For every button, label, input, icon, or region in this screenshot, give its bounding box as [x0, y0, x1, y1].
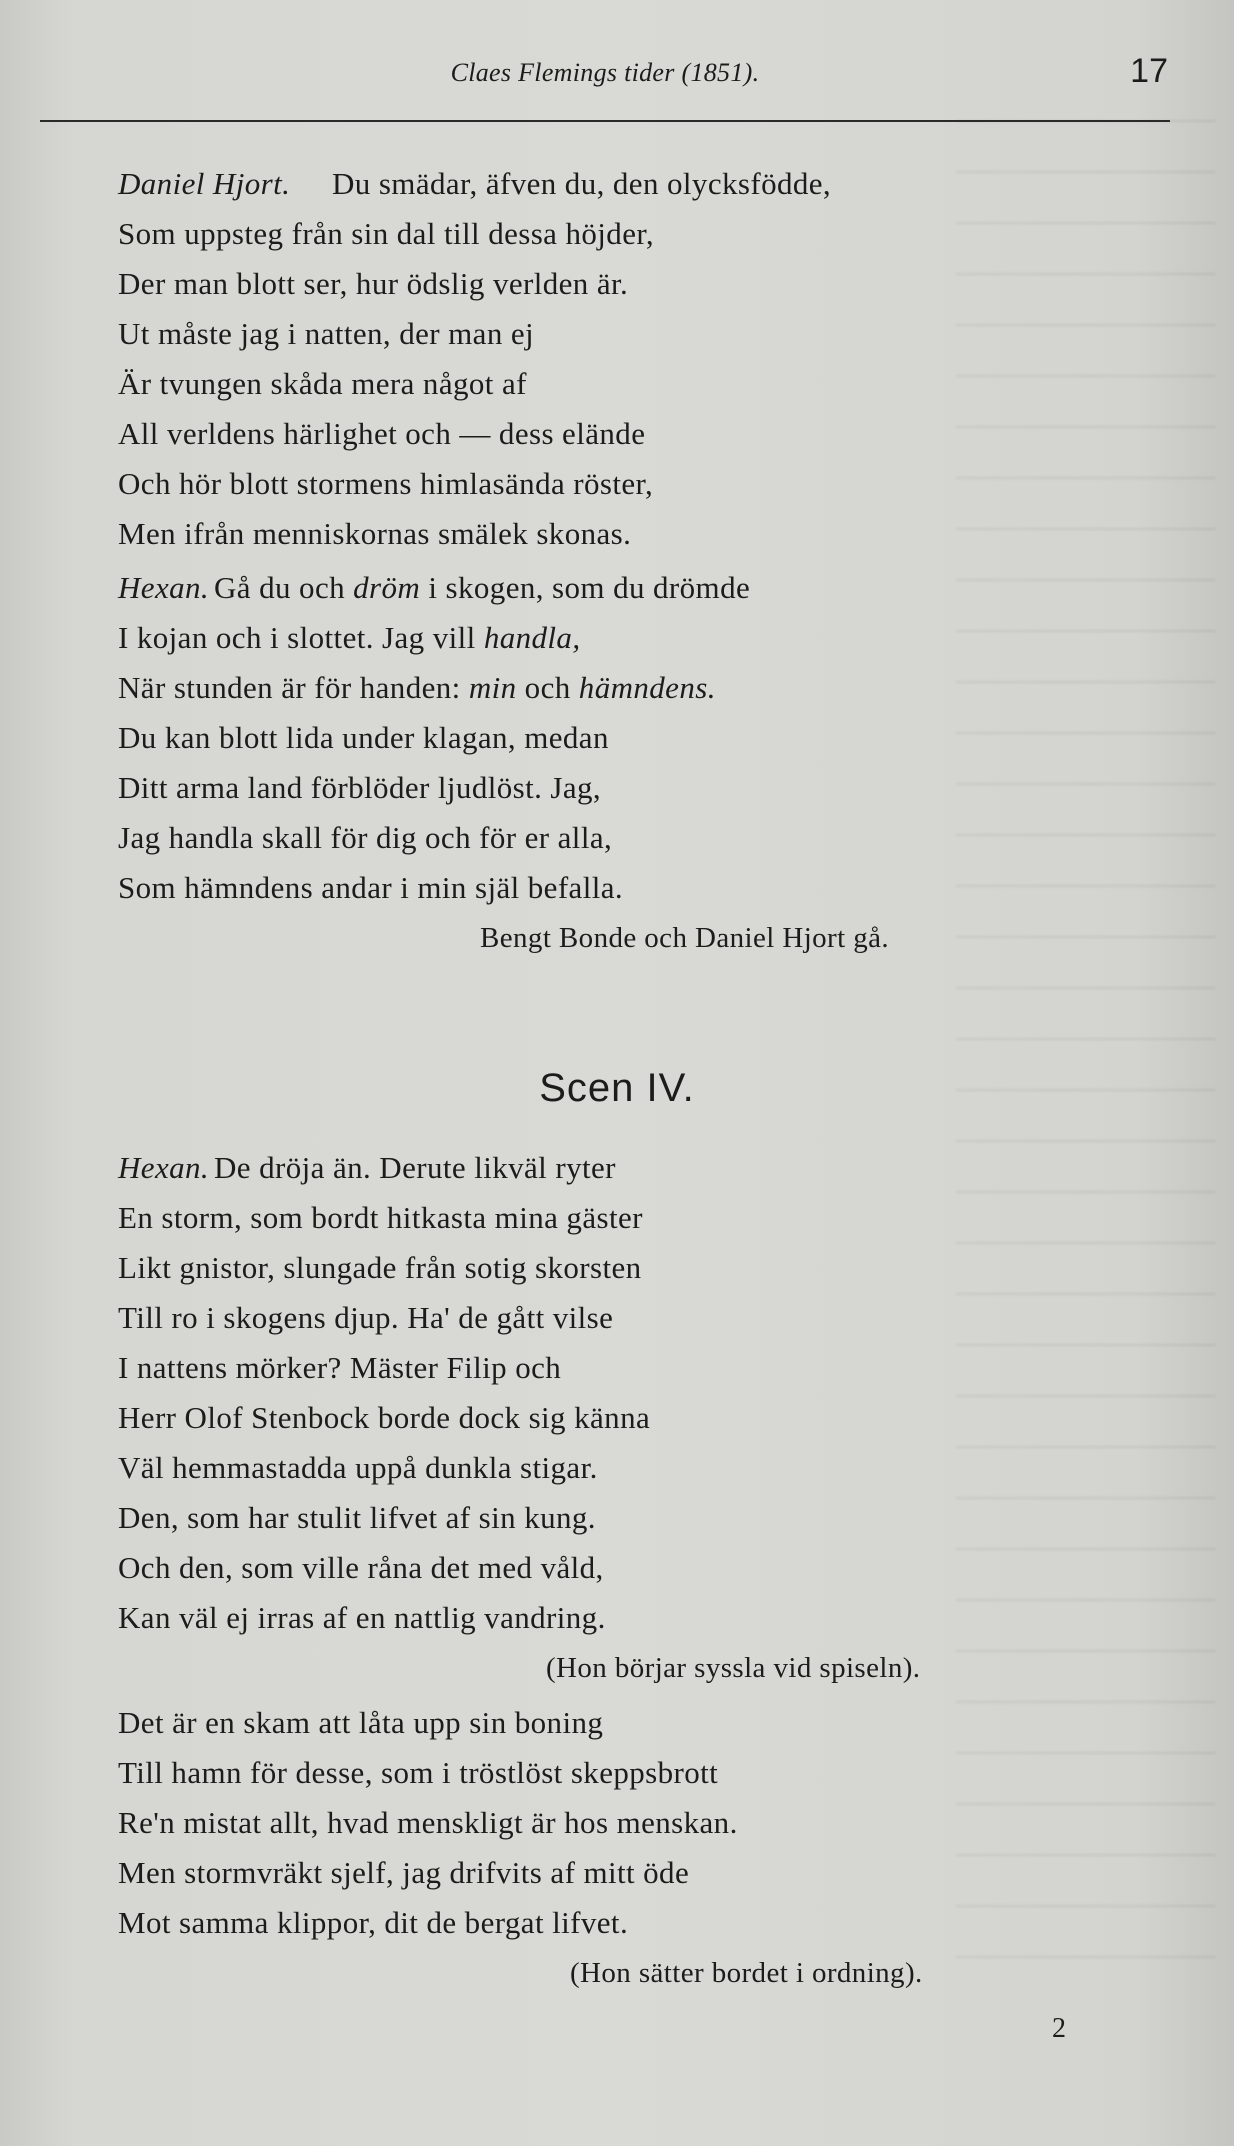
speaker-name: Hexan. — [118, 1150, 210, 1185]
emphasized-word: dröm — [353, 570, 421, 605]
verse-text: Gå du och — [214, 570, 354, 605]
verse-line — [118, 620, 580, 656]
verse-line: Likt gnistor, slungade från sotig skorsten — [118, 1250, 642, 1285]
page-number: 17 — [1130, 52, 1168, 90]
stage-direction: (Hon sätter bordet i ordning). — [570, 1957, 923, 1989]
verse-line: Re'n mistat allt, hvad menskligt är hos menskan. — [118, 1805, 738, 1840]
verse-line: Väl hemmastadda uppå dunkla stigar. — [118, 1450, 598, 1485]
verse-line: Till ro i skogens djup. Ha' de gått vilse — [118, 1300, 614, 1335]
verse-line: Som hämndens andar i min själ befalla. — [118, 870, 624, 905]
scene-heading: Scen IV. — [539, 1066, 695, 1110]
verse-line: Den, som har stulit lifvet af sin kung. — [118, 1500, 596, 1535]
verse-line: Du kan blott lida under klagan, medan — [118, 720, 609, 755]
verse-text: och — [516, 670, 579, 705]
verse-line — [118, 670, 716, 706]
verse-line: Der man blott ser, hur ödslig verlden är. — [118, 266, 629, 301]
verse-line: Är tvungen skåda mera något af — [118, 366, 527, 401]
verse-line: Jag handla skall för dig och för er alla, — [118, 820, 613, 855]
verse-line: Och hör blott stormens himlasända röster, — [118, 466, 654, 501]
verse-line: Det är en skam att låta upp sin boning — [118, 1705, 604, 1740]
verse-text: De dröja än. Derute likväl ryter — [214, 1150, 616, 1185]
verse-line: Mot samma klippor, dit de bergat lifvet. — [118, 1905, 629, 1940]
verse-line: Som uppsteg från sin dal till dessa höjder, — [118, 216, 654, 251]
verse-line: En storm, som bordt hitkasta mina gäster — [118, 1200, 643, 1235]
running-title: Claes Flemings tider (1851). — [450, 58, 760, 87]
verse-text: Du smädar, äfven du, den olycksfödde, — [332, 166, 832, 201]
verse-text: När stunden är för handen: — [118, 670, 469, 705]
verse-text: i skogen, som du drömde — [420, 570, 751, 605]
verse-line: All verldens härlighet och — dess elände — [118, 416, 646, 451]
verse-text: I kojan och i slottet. Jag vill — [118, 620, 484, 655]
verse-line: Herr Olof Stenbock borde dock sig känna — [118, 1400, 651, 1435]
header-rule — [40, 120, 1170, 122]
verse-line — [118, 1150, 616, 1186]
verse-line — [118, 166, 831, 202]
stage-direction: Bengt Bonde och Daniel Hjort gå. — [480, 922, 890, 954]
verse-line: Men ifrån menniskornas smälek skonas. — [118, 516, 632, 551]
speaker-name: Hexan. — [118, 570, 210, 605]
emphasized-word: min — [468, 670, 517, 705]
page-header — [40, 52, 1170, 96]
verse-line: Kan väl ej irras af en nattlig vandring. — [118, 1600, 606, 1635]
stage-direction: (Hon börjar syssla vid spiseln). — [546, 1652, 921, 1684]
signature-mark: 2 — [1052, 2013, 1066, 2044]
verse-line: Men stormvräkt sjelf, jag drifvits af mitt öde — [118, 1855, 690, 1890]
verse-line: Ut måste jag i natten, der man ej — [118, 316, 535, 351]
verse-line: Till hamn för desse, som i tröstlöst skeppsbrott — [118, 1755, 719, 1790]
verse-line — [118, 570, 750, 606]
emphasized-word: hämndens. — [578, 670, 716, 705]
show-through-text — [956, 120, 1216, 1960]
verse-line: I nattens mörker? Mäster Filip och — [118, 1350, 562, 1385]
speaker-name: Daniel Hjort. — [118, 166, 291, 201]
emphasized-word: handla, — [483, 620, 581, 655]
verse-line: Ditt arma land förblöder ljudlöst. Jag, — [118, 770, 602, 805]
verse-line: Och den, som ville råna det med våld, — [118, 1550, 604, 1585]
